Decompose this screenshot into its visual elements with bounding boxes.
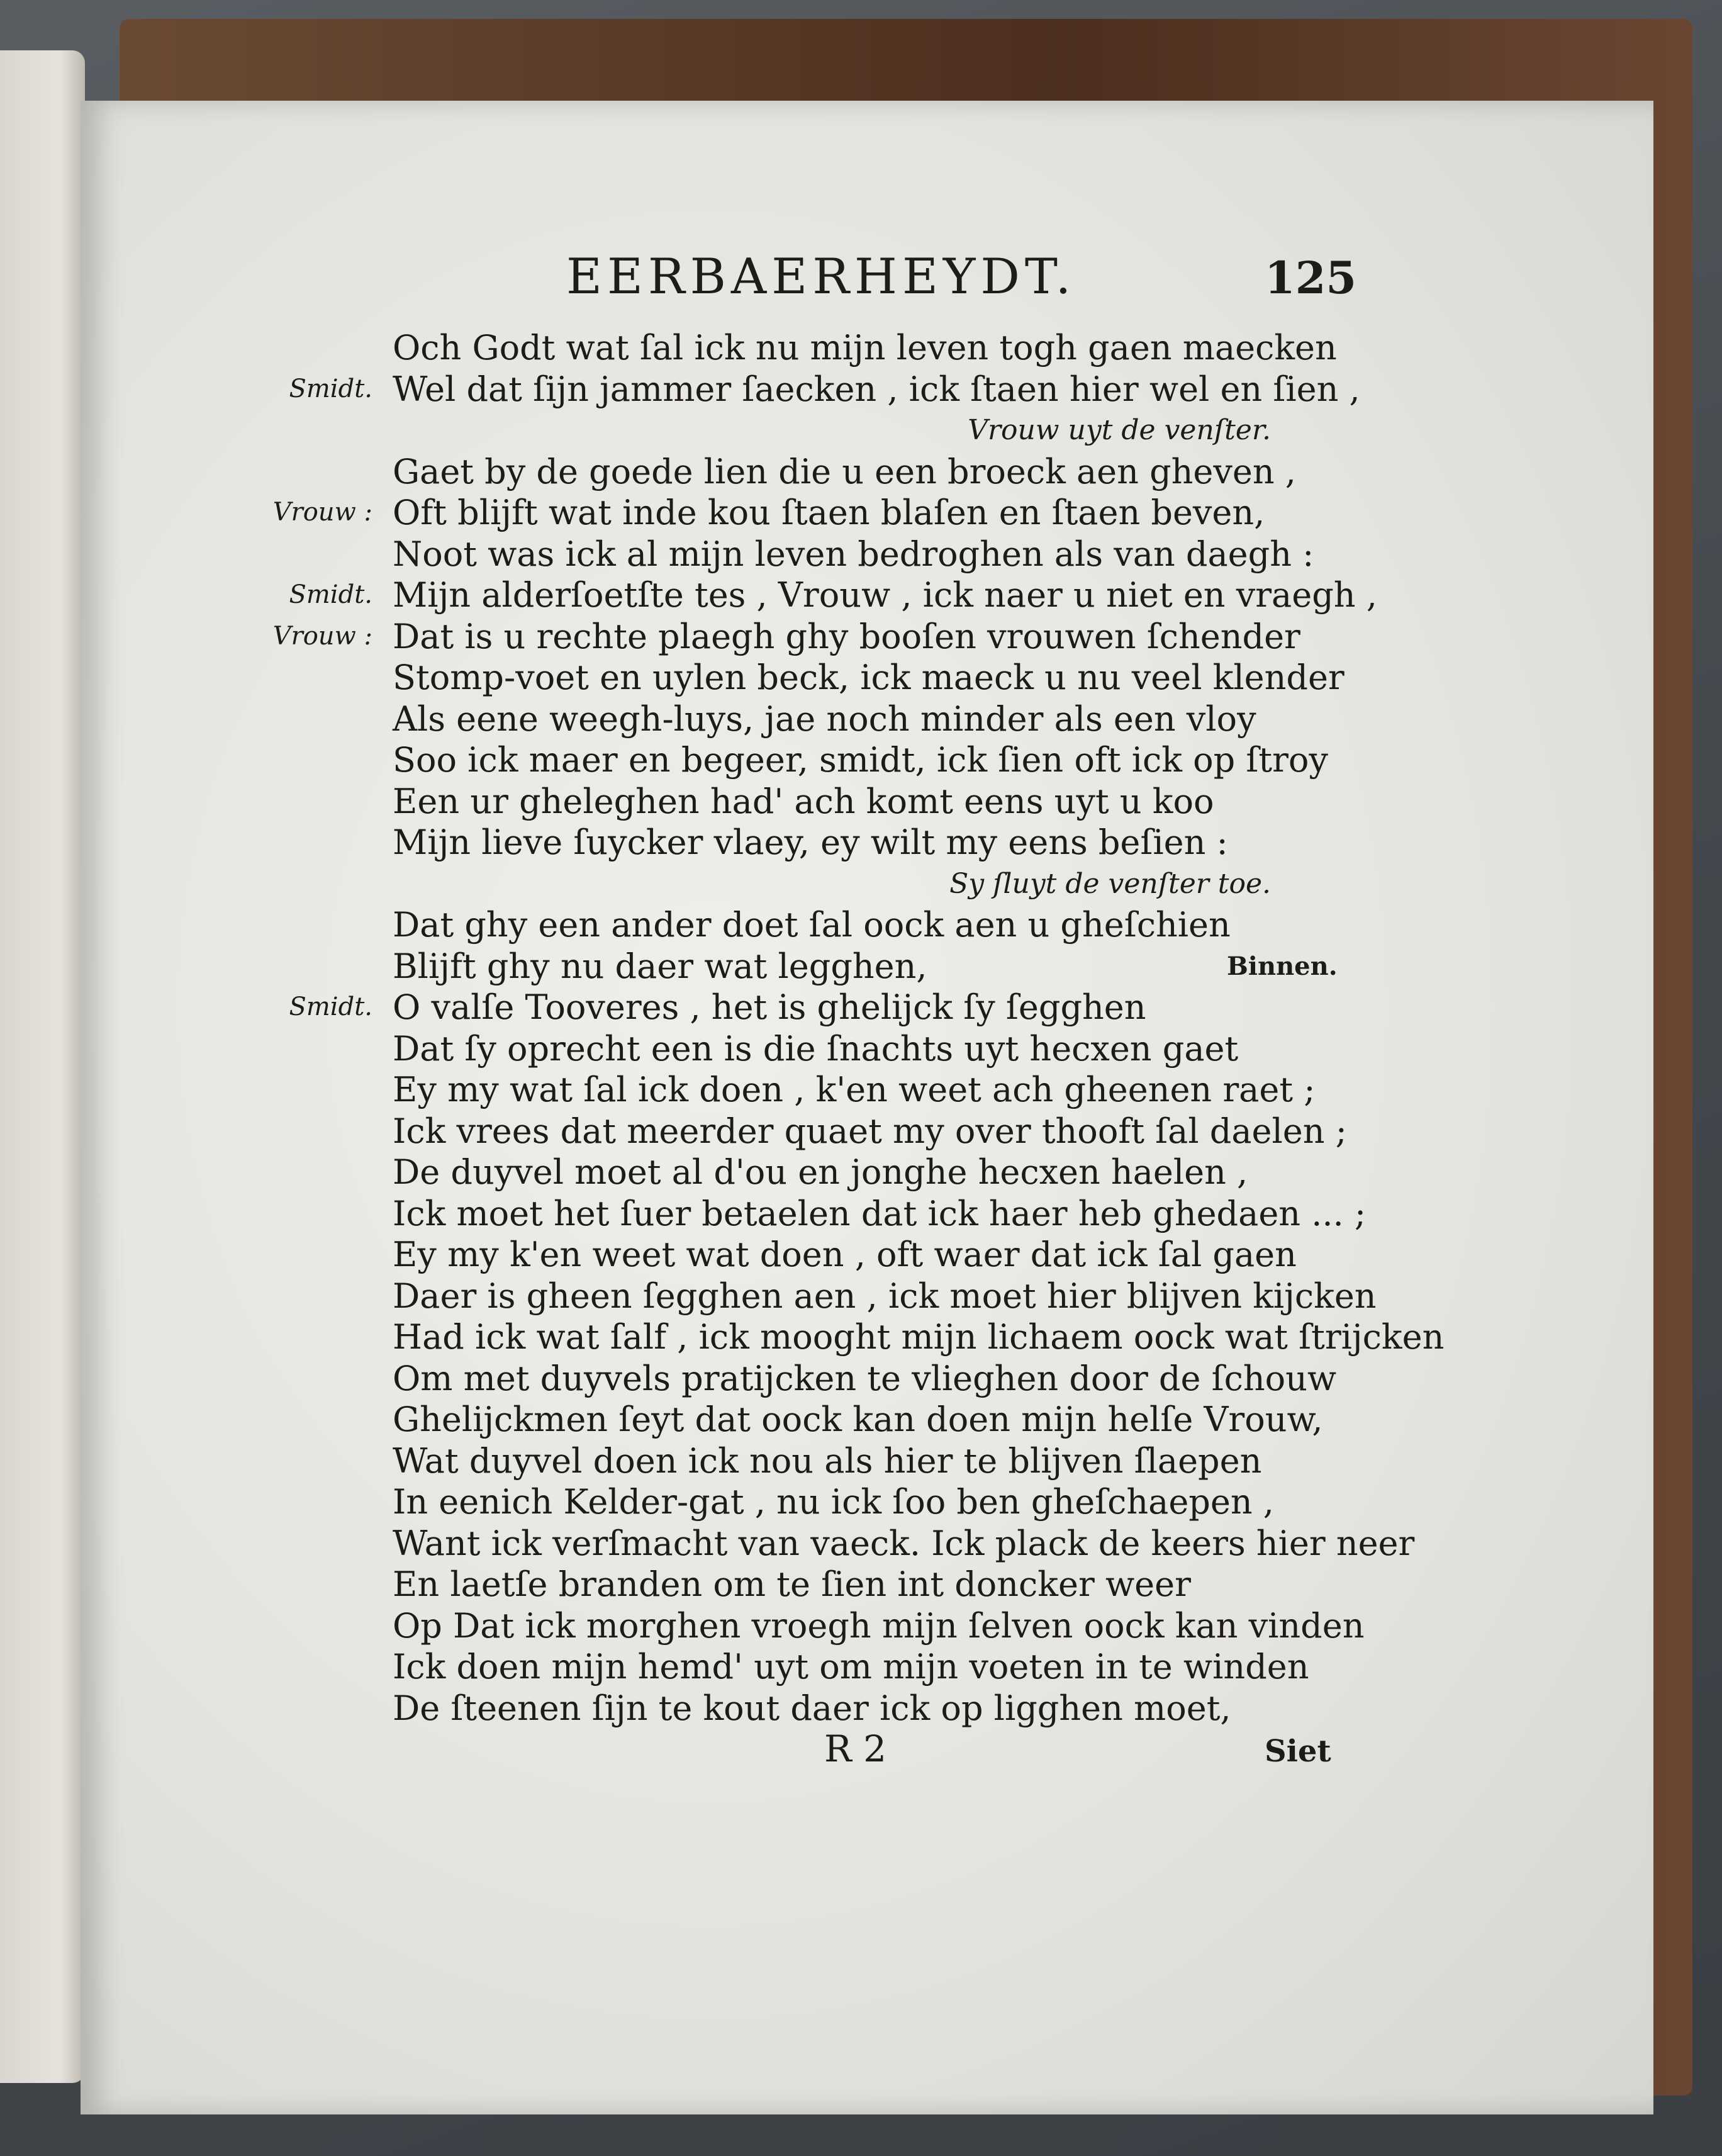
verse-text-line: Gaet by de goede lien die u een broeck aen gheven ,	[393, 451, 1296, 491]
verse-text-line: Als eene weegh-luys, jae noch minder als een vloy	[393, 699, 1256, 739]
verse-line	[0, 1028, 1722, 1070]
verse-line	[0, 1111, 1722, 1152]
verse-line	[0, 904, 1722, 946]
page-number: 125	[1265, 252, 1357, 304]
verse-line	[0, 1234, 1722, 1276]
stage-direction: Sy ſluyt de venſter toe.	[949, 867, 1271, 900]
verse-text-line: Want ick verſmacht van vaeck. Ick plack de keers hier neer	[393, 1523, 1415, 1563]
verse-line	[0, 1440, 1722, 1482]
verse-line	[0, 616, 1722, 658]
aside-direction: Binnen.	[1227, 951, 1338, 981]
verse-text-line: Soo ick maer en begeer, smidt, ick ſien oft ick op ſtroy	[393, 740, 1328, 780]
verse-text-line: De ſteenen ſijn te kout daer ick op ligghen moet,	[393, 1688, 1231, 1728]
verse-text-line: Mijn lieve ſuycker vlaey, ey wilt my eens beſien :	[393, 823, 1228, 862]
catchword: Siet	[1265, 1734, 1331, 1769]
verse-text-line: Om met duyvels pratijcken te vlieghen door de ſchouw	[393, 1358, 1337, 1398]
verse-text-line: De duyvel moet al d'ou en jonghe hecxen haelen ,	[393, 1152, 1248, 1192]
verse-text-line: Och Godt wat ſal ick nu mijn leven togh gaen maecken	[393, 328, 1337, 368]
verse-line	[0, 451, 1722, 493]
verse-line	[0, 739, 1722, 781]
verse-text-line: En laetſe branden om te ſien int doncker weer	[393, 1564, 1191, 1604]
verse-line	[0, 1399, 1722, 1440]
verse-line	[0, 987, 1722, 1028]
verse-line	[0, 492, 1722, 534]
speaker-label: Smidt.	[289, 580, 372, 609]
verse-line	[0, 1646, 1722, 1688]
verse-text-line: Ey my wat ſal ick doen , k'en weet ach gheenen raet ;	[393, 1070, 1316, 1109]
verse-text-line: Had ick wat ſalf , ick mooght mijn lichaem oock wat ſtrijcken	[393, 1317, 1445, 1357]
verse-line	[0, 657, 1722, 699]
verse-line	[0, 1605, 1722, 1647]
verse-text	[0, 327, 1722, 1729]
verse-text-line: Wel dat ſijn jammer ſaecken , ick ſtaen hier wel en ſien ,	[393, 369, 1360, 409]
speaker-label: Vrouw :	[272, 498, 372, 527]
verse-line	[0, 946, 1722, 987]
verse-text-line: Mijn alderſoetſte tes , Vrouw , ick naer u niet en vraegh ,	[393, 575, 1377, 615]
verse-line	[0, 1523, 1722, 1564]
verse-text-line: Dat ſy oprecht een is die ſnachts uyt hecxen gaet	[393, 1028, 1239, 1069]
verse-text-line: Wat duyvel doen ick nou als hier te blijven ſlaepen	[393, 1440, 1262, 1481]
verse-line	[0, 1481, 1722, 1523]
verse-line	[0, 1276, 1722, 1317]
verse-line	[0, 1317, 1722, 1358]
verse-line	[0, 575, 1722, 616]
stage-direction-row	[0, 863, 1722, 905]
stage-direction: Vrouw uyt de venſter.	[968, 414, 1271, 446]
speaker-label: Smidt.	[289, 992, 372, 1021]
verse-text-line: Stomp-voet en uylen beck, ick maeck u nu veel klender	[393, 658, 1345, 697]
verse-line	[0, 1688, 1722, 1729]
verse-line	[0, 781, 1722, 823]
verse-text-line: Op Dat ick morghen vroegh mijn ſelven oock kan vinden	[393, 1605, 1365, 1646]
speaker-label: Vrouw :	[272, 621, 372, 651]
verse-text-line: O valſe Tooveres , het is ghelijck ſy ſegghen	[393, 987, 1146, 1027]
signature-mark: R 2	[824, 1727, 887, 1770]
verse-text-line: Dat is u rechte plaegh ghy booſen vrouwen ſchender	[393, 616, 1300, 656]
verse-text-line: In eenich Kelder-gat , nu ick ſoo ben gheſchaepen ,	[393, 1482, 1274, 1522]
speaker-label: Smidt.	[289, 374, 372, 403]
verse-text-line: Een ur gheleghen had' ach komt eens uyt u koo	[393, 781, 1214, 821]
verse-line	[0, 1564, 1722, 1605]
verse-text-line: Noot was ick al mijn leven bedroghen als van daegh :	[393, 534, 1314, 574]
verse-line	[0, 699, 1722, 740]
verse-text-line: Dat ghy een ander doet ſal oock aen u gheſchien	[393, 905, 1231, 945]
verse-text-line: Ghelijckmen ſeyt dat oock kan doen mijn helſe Vrouw,	[393, 1400, 1323, 1439]
verse-line	[0, 369, 1722, 410]
verse-text-line: Ick moet het ſuer betaelen dat ick haer heb ghedaen ... ;	[393, 1193, 1367, 1233]
running-title: EERBAERHEYDT.	[566, 249, 1076, 305]
verse-text-line: Ick doen mijn hemd' uyt om mijn voeten in te winden	[393, 1647, 1309, 1687]
verse-text-line: Ey my k'en weet wat doen , oft waer dat ick ſal gaen	[393, 1235, 1297, 1274]
verse-text-line: Daer is gheen ſegghen aen , ick moet hier blijven kijcken	[393, 1276, 1377, 1316]
verse-text-line: Ick vrees dat meerder quaet my over thooft ſal daelen ;	[393, 1111, 1347, 1151]
verse-text-line: Blijft ghy nu daer wat legghen,	[393, 946, 927, 986]
verse-line	[0, 1069, 1722, 1111]
verse-line	[0, 1193, 1722, 1235]
stage-direction-row	[0, 410, 1722, 451]
verse-text-line: Oft blijft wat inde kou ſtaen blaſen en ſtaen beven,	[393, 493, 1265, 532]
verse-line	[0, 534, 1722, 575]
verse-line	[0, 1358, 1722, 1400]
verse-line	[0, 327, 1722, 369]
verse-line	[0, 822, 1722, 863]
verse-line	[0, 1152, 1722, 1193]
